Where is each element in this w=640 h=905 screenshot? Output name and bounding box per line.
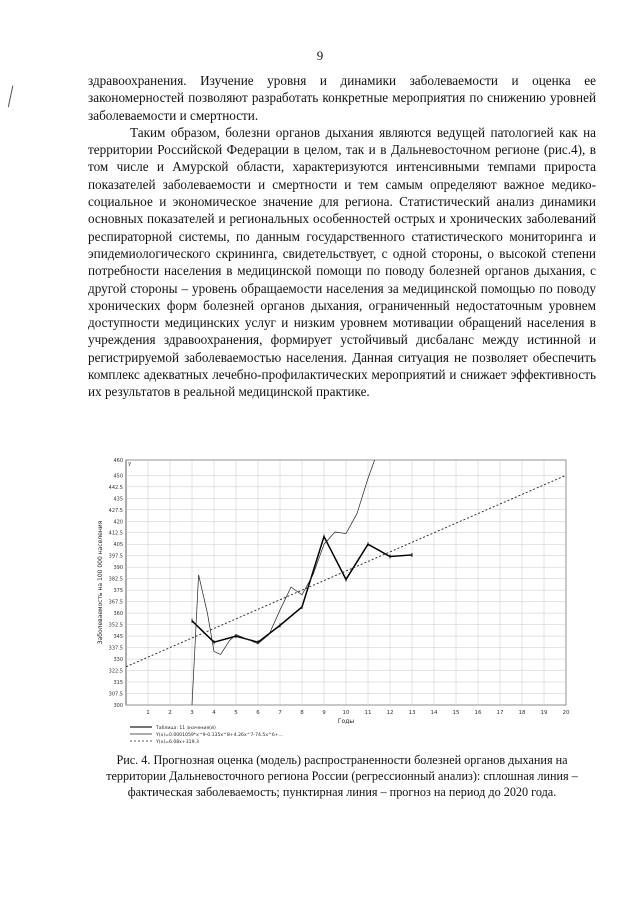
y-axis-name: y: [128, 461, 132, 467]
legend-entry-1: Таблица: 11 значения(й): [156, 726, 216, 731]
x-tick-label: 19: [540, 710, 548, 716]
y-tick-label: 367.5: [108, 599, 123, 606]
y-tick-label: 450: [113, 473, 123, 480]
legend-entry-3: Y(x)=6.08x+319.3: [156, 740, 199, 745]
x-tick-label: 10: [342, 710, 350, 716]
y-tick-label: 330: [113, 657, 123, 664]
margin-pencil-mark: [8, 86, 19, 109]
figure-caption: Рис. 4. Прогнозная оценка (модель) распространенности болезней органов дыхания на территории Дальневосточного региона России (регрессионный анализ): сплошная линия – фактическая заболеваемость; пунктирная линия – прогноз на период до 2020 года.: [106, 753, 578, 799]
x-tick-label: 11: [364, 710, 372, 716]
x-tick-label: 8: [300, 710, 304, 716]
paragraph-1: здравоохранения. Изучение уровня и динамики заболеваемости и оценка ее закономерностей позволяют разработать конкретные мероприятия по снижению уровней заболеваемости и смертности.: [88, 73, 596, 123]
regression-chart: [90, 454, 582, 746]
x-tick-label: 20: [562, 710, 570, 716]
y-tick-label: 315: [113, 680, 123, 687]
x-tick-label: 16: [474, 710, 482, 716]
x-tick-label: 13: [408, 710, 416, 716]
x-tick-label: 14: [430, 710, 438, 716]
y-tick-label: 442.5: [108, 484, 123, 491]
y-tick-label: 345: [113, 634, 123, 641]
paragraph-2: Таким образом, болезни органов дыхания являются ведущей патологией как на территории Российской Федерации в целом, так и в Дальневосточном регионе (рис.4), в том числе и Амурской области, характеризуются интенсивными темпами прироста показателей заболеваемости и смертности и тем самым определяют важное медико-социальное и экономическое значение для региона. Статистический анализ динамики основных показателей и региональных особенностей острых и хронических заболеваний респираторной системы, по данным государственного статистического мониторинга и эпидемиологического скрининга, свидетельствует, с одной стороны, о высокой степени потребности населения в медицинской помощи по поводу болезней органов дыхания, с другой стороны – уровень обращаемости населения за медицинской помощью по поводу хронических форм болезней органов дыхания, ограниченный недостаточным уровнем доступности медицинских услуг и низким уровнем мотивации обращений населения в учреждения здравоохранения, формирует устойчивый дисбаланс между истинной и регистрируемой заболеваемостью населения. Данная ситуация не позволяет обеспечить комплекс адекватных лечебно-профилактических мероприятий и снижает эффективность их результатов в реальной медицинской практике.: [88, 124, 596, 400]
y-tick-label: 300: [113, 703, 123, 709]
y-tick-label: 390: [113, 565, 123, 572]
legend-entry-2: Y(x)=0.0001059*x^9-0.135x^8+4.26x^7-74.5x^6+...: [156, 733, 284, 738]
x-axis-label: Годы: [337, 718, 355, 725]
y-tick-label: 397.5: [108, 553, 123, 560]
x-tick-label: 4: [212, 710, 216, 716]
body-text: [88, 72, 596, 401]
y-tick-label: 307.5: [108, 691, 123, 698]
y-tick-label: 337.5: [108, 645, 123, 652]
x-tick-label: 7: [278, 710, 282, 716]
x-tick-label: 17: [496, 710, 504, 716]
y-tick-label: 352.5: [108, 622, 123, 629]
x-tick-label: 9: [322, 710, 326, 716]
y-tick-label: 427.5: [108, 507, 123, 514]
page-number: 9: [316, 48, 324, 63]
x-tick-label: 6: [256, 710, 260, 716]
x-tick-label: 15: [452, 710, 460, 716]
y-tick-label: 360: [113, 611, 123, 618]
y-tick-label: 460: [113, 458, 123, 464]
x-tick-label: 12: [386, 710, 394, 716]
y-tick-label: 420: [113, 519, 123, 526]
y-tick-label: 375: [113, 588, 123, 595]
x-tick-label: 2: [168, 710, 172, 716]
x-tick-label: 5: [234, 710, 238, 716]
y-tick-label: 382.5: [108, 576, 123, 583]
y-tick-label: 322.5: [108, 668, 123, 675]
x-tick-label: 3: [190, 710, 194, 716]
figure-4: [90, 454, 582, 746]
y-tick-label: 412.5: [108, 530, 123, 537]
x-tick-label: 1: [146, 710, 150, 716]
y-tick-label: 435: [113, 496, 123, 503]
y-tick-label: 405: [113, 542, 123, 549]
x-tick-label: 18: [518, 710, 526, 716]
y-axis-label: Заболеваемость на 100 000 населения: [97, 520, 104, 645]
